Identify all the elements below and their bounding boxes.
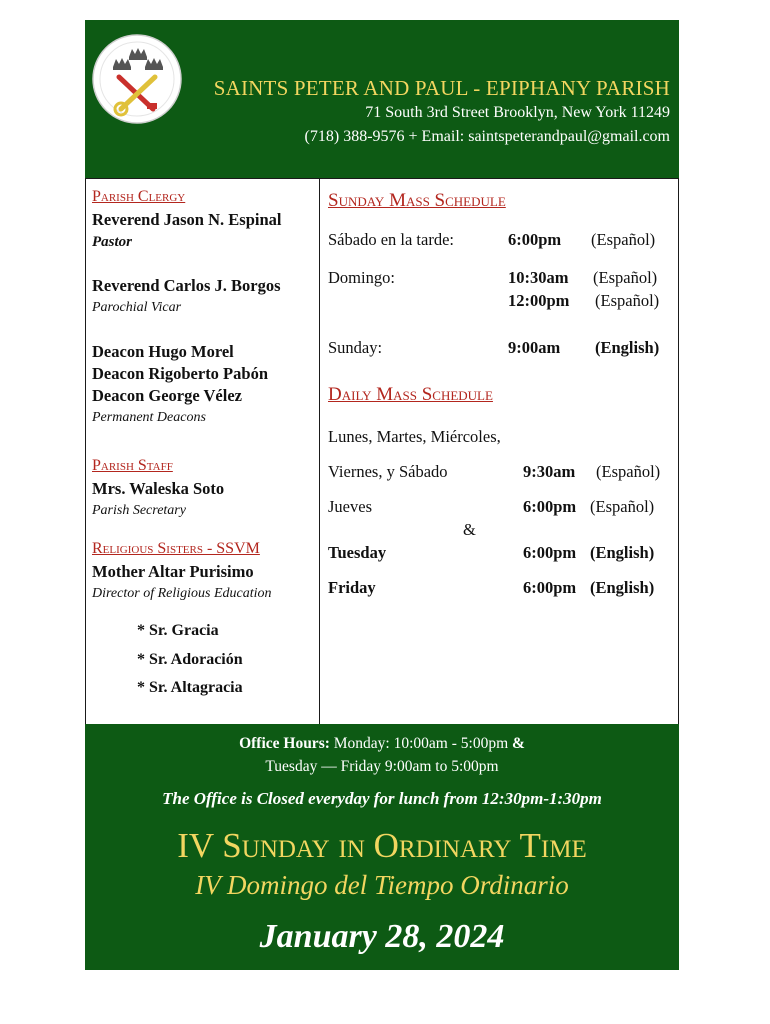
staff-name: Mrs. Waleska Soto xyxy=(92,479,225,498)
parish-crest-icon xyxy=(91,33,183,125)
schedule-ampersand: & xyxy=(463,520,476,539)
deacons-role: Permanent Deacons xyxy=(92,410,206,425)
schedule-language: (English) xyxy=(595,338,660,357)
office-hours xyxy=(85,735,679,753)
office-hours-weekdays: Tuesday — Friday 9:00am to 5:00pm xyxy=(265,758,499,775)
deacon-name: Deacon Rigoberto Pabón xyxy=(92,364,268,383)
parish-contact: (718) 388-9576 + Email: saintspeterandpaul@gmail.com xyxy=(304,128,670,145)
schedule-time: 9:00am xyxy=(508,338,561,357)
staff-title: Parish Staff xyxy=(92,457,173,474)
schedule-time: 12:00pm xyxy=(508,291,570,310)
sister-superior-name: Mother Altar Purisimo xyxy=(92,562,254,581)
clergy-title: Parish Clergy xyxy=(92,188,186,205)
parish-name: SAINTS PETER AND PAUL - EPIPHANY PARISH xyxy=(213,76,670,100)
deacon-name: Deacon Hugo Morel xyxy=(92,342,234,361)
schedule-language: (Español) xyxy=(591,230,656,249)
schedule-language: (Español) xyxy=(595,291,660,310)
schedule-day: Friday xyxy=(328,578,376,597)
schedule-time: 6:00pm xyxy=(523,497,577,516)
sunday-schedule-title: Sunday Mass Schedule xyxy=(328,190,506,211)
daily-schedule-title: Daily Mass Schedule xyxy=(328,384,493,405)
liturgical-title-english: IV Sunday in Ordinary Time xyxy=(177,826,587,865)
schedule-day: Viernes, y Sábado xyxy=(328,462,448,481)
schedule-day: Jueves xyxy=(328,497,372,516)
office-hours-amp: & xyxy=(512,735,525,752)
deacon-name: Deacon George Vélez xyxy=(92,386,242,405)
sister-superior-role: Director of Religious Education xyxy=(92,586,272,601)
schedule-day: Tuesday xyxy=(328,543,387,562)
schedule-time: 9:30am xyxy=(523,462,576,481)
bulletin-date: January 28, 2024 xyxy=(259,918,505,955)
sisters-title: Religious Sisters - SSVM xyxy=(92,540,260,557)
parish-address: 71 South 3rd Street Brooklyn, New York 11249 xyxy=(365,104,670,121)
vicar-name: Reverend Carlos J. Borgos xyxy=(92,276,281,295)
schedule-time: 6:00pm xyxy=(523,543,577,562)
schedule-language: (Español) xyxy=(590,497,655,516)
column-divider xyxy=(319,178,320,724)
staff-role: Parish Secretary xyxy=(92,503,186,518)
vicar-role: Parochial Vicar xyxy=(92,300,182,315)
sister-item: * Sr. Altagracia xyxy=(137,679,243,696)
schedule-time: 6:00pm xyxy=(508,230,562,249)
sister-item: * Sr. Adoración xyxy=(137,651,243,668)
pastor-name: Reverend Jason N. Espinal xyxy=(92,210,282,229)
schedule-language: (English) xyxy=(590,543,655,562)
header-divider xyxy=(85,178,679,179)
office-hours-label: Office Hours: xyxy=(239,735,330,752)
pastor-role: Pastor xyxy=(92,234,133,250)
schedule-language: (Español) xyxy=(593,268,658,287)
schedule-time: 6:00pm xyxy=(523,578,577,597)
schedule-day: Sunday: xyxy=(328,338,383,357)
schedule-language: (Español) xyxy=(596,462,661,481)
liturgical-title-spanish: IV Domingo del Tiempo Ordinario xyxy=(195,870,569,900)
schedule-language: (English) xyxy=(590,578,655,597)
daily-intro: Lunes, Martes, Miércoles, xyxy=(328,427,501,446)
schedule-day: Sábado en la tarde: xyxy=(328,230,454,249)
office-closed-note: The Office is Closed everyday for lunch from 12:30pm-1:30pm xyxy=(162,789,602,808)
schedule-day: Domingo: xyxy=(328,268,395,287)
sister-item: * Sr. Gracia xyxy=(137,622,219,639)
office-hours-monday: Monday: 10:00am - 5:00pm xyxy=(333,735,509,752)
schedule-time: 10:30am xyxy=(508,268,569,287)
